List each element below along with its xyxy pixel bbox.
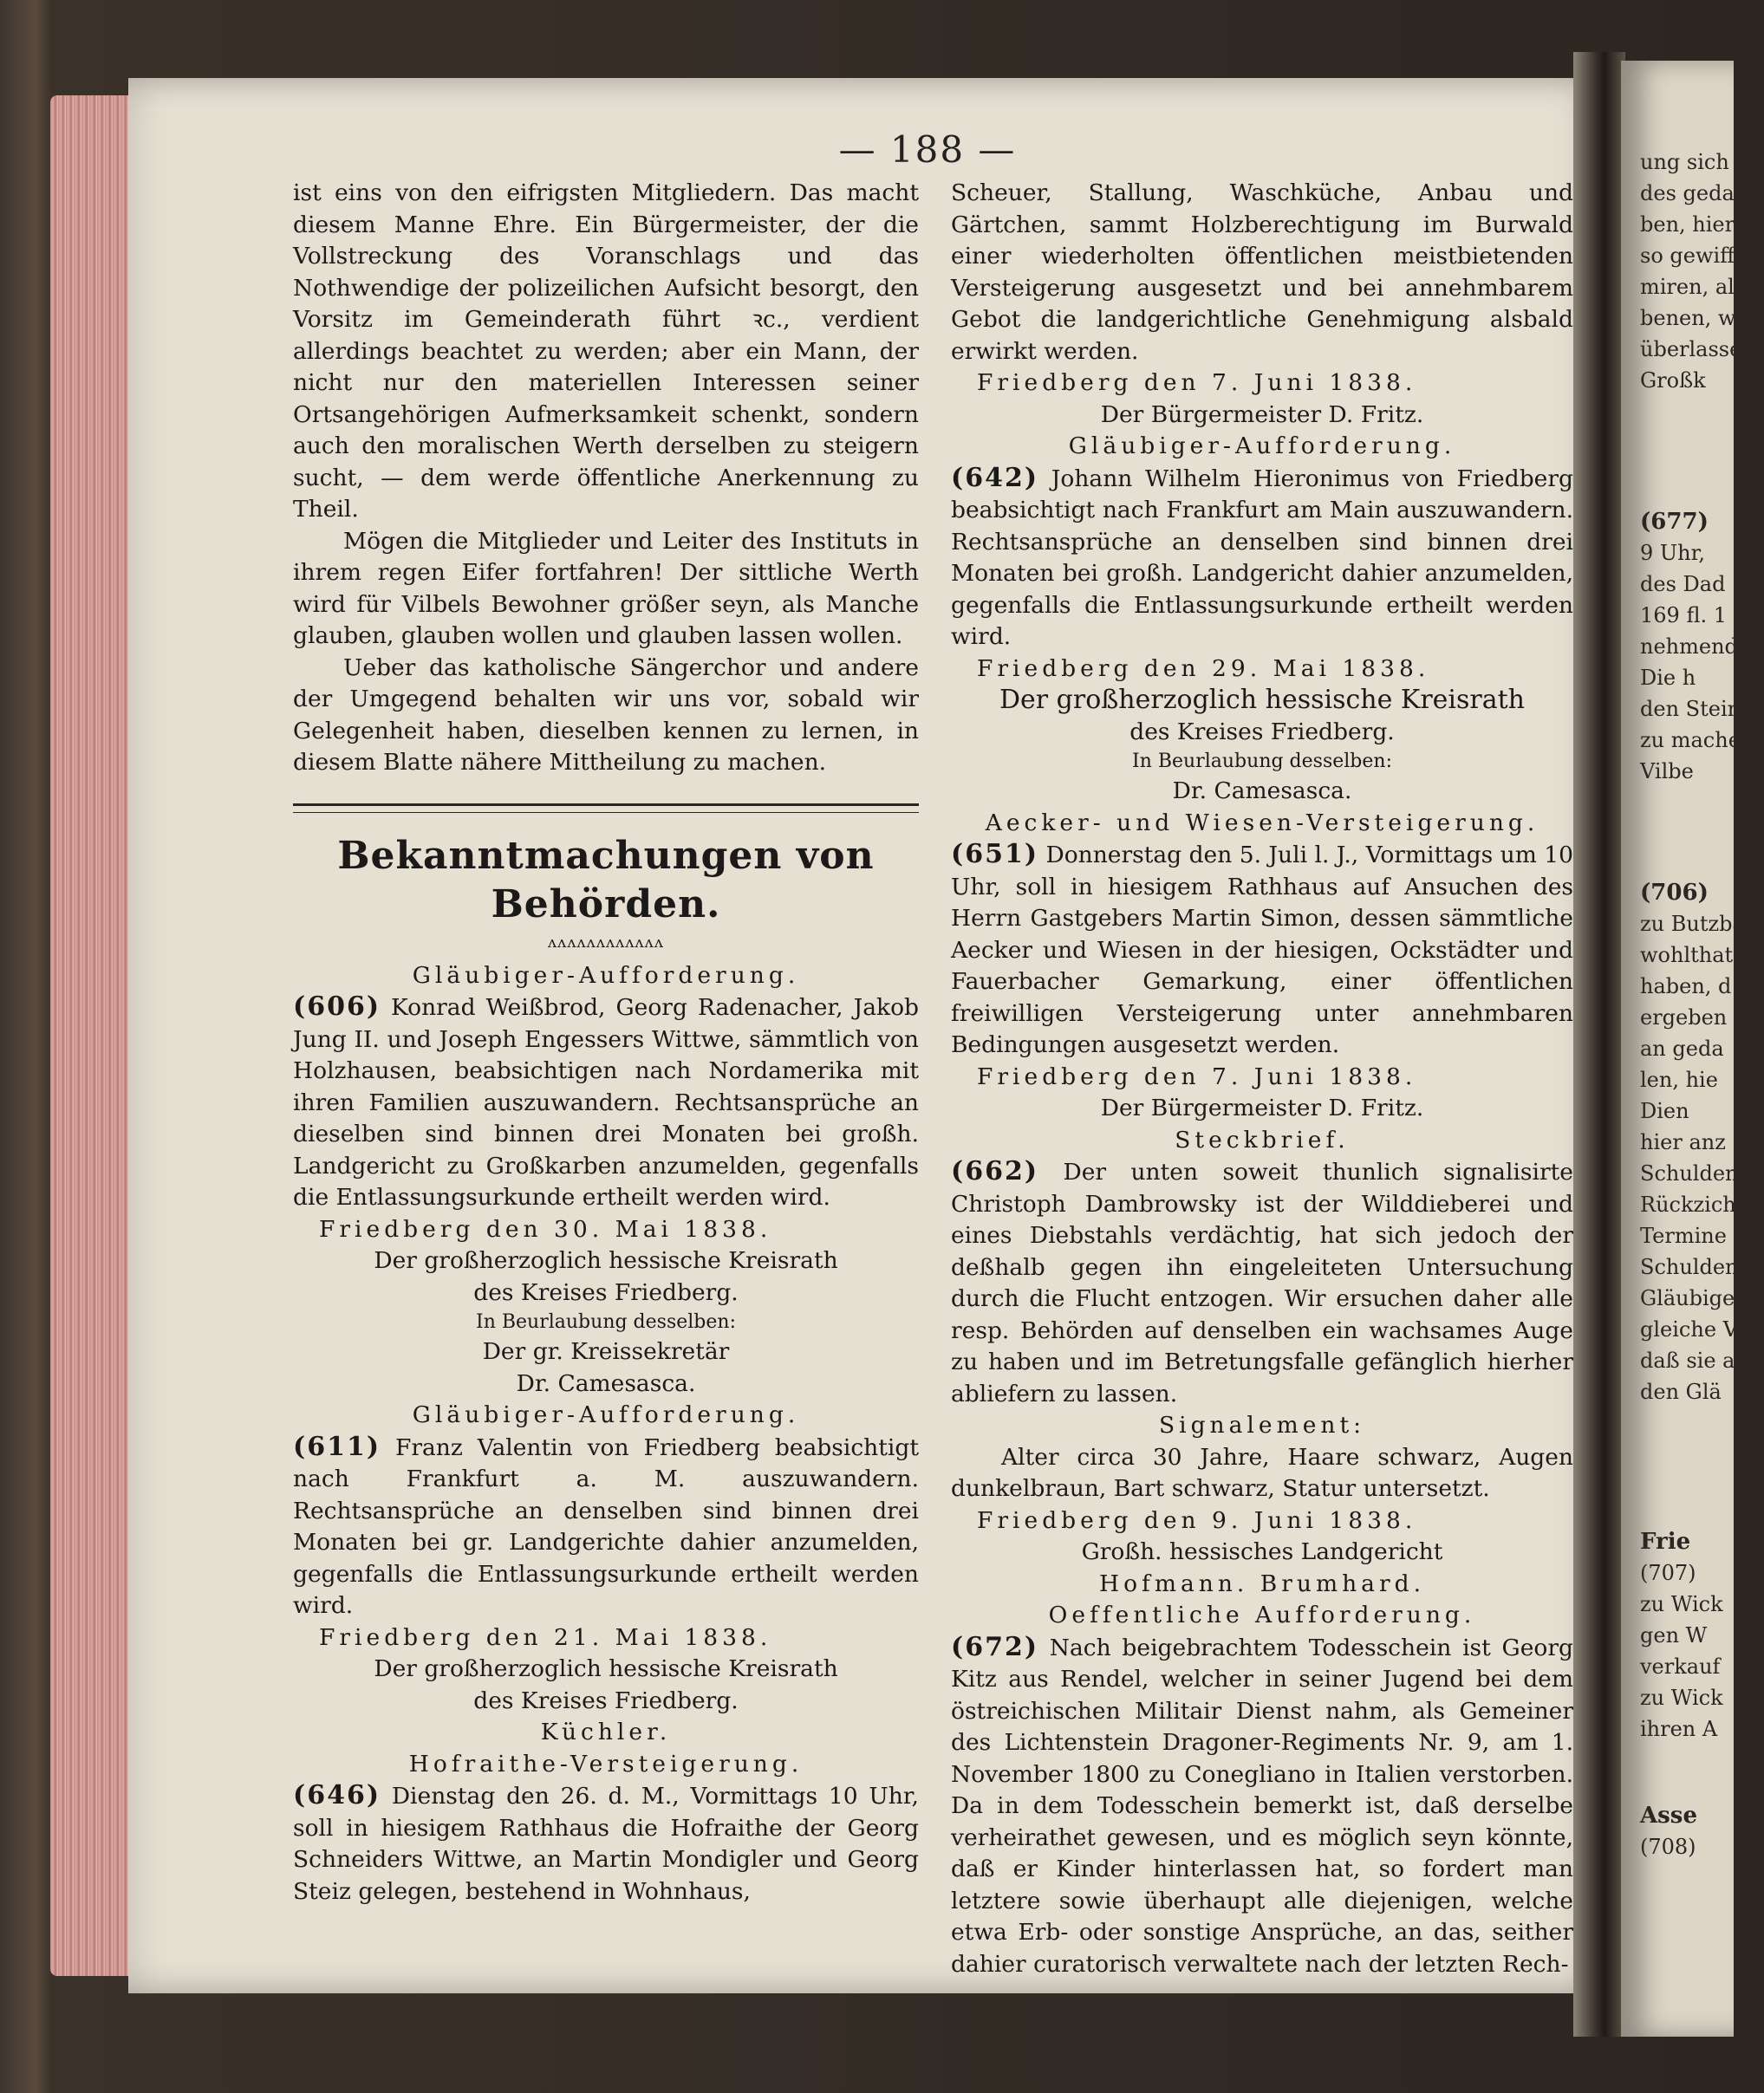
next-page-fragment: ergeben <box>1640 1005 1728 1030</box>
intro-paragraph: ist eins von den eifrigsten Mitgliedern. Das macht diesem Manne Ehre. Ein Bürgermeister, der die Vollstreckung des Voranschlags und das Nothwendige der polizeilichen Aufsicht besorgt, den Vorsitz im Gemeinderath führt ꝛc., verdient allerdings beachtet zu werden; aber ein Mann, der nicht nur den materiellen Interessen seiner Ortsangehörigen Aufmerksamkeit schenkt, sondern auch den moralischen Werth derselben zu steigern sucht, — dem werde öffentliche Anerkennung zu Theil. <box>293 179 919 523</box>
notice-signature: In Beurlaubung desselben: <box>476 1311 736 1333</box>
left-column <box>293 178 919 1908</box>
notice-place-date: Friedberg den 7. Juni 1838. <box>977 369 1417 396</box>
notice-text: Der unten soweit thunlich signalisirte Christoph Dambrowsky ist der Wilddieberei und eines Diebstahls verdächtig, hat sich jedoch der deßhalb gegen ihn eingeleiteten Untersuchung durch die Flucht entzogen. Wir ersuchen daher alle resp. Behörden auf denselben ein wachsames Auge zu haben und im Betretungsfalle gefänglich hierher abliefern zu lassen. <box>951 1159 1573 1407</box>
notice-body <box>951 839 1573 1062</box>
notice-body <box>951 1632 1573 1981</box>
book-gutter <box>1573 52 1625 2037</box>
notice-place-date: Friedberg den 7. Juni 1838. <box>977 1063 1417 1090</box>
next-page-fragment: zu machen <box>1640 728 1754 752</box>
next-page-fragment: ihren A <box>1640 1717 1718 1741</box>
notice-place-date: Friedberg den 29. Mai 1838. <box>977 654 1430 682</box>
notice-signature: Der großherzoglich hessische Kreisrath <box>374 1247 838 1274</box>
notice-body <box>293 1432 919 1622</box>
next-page-fragment: (677) <box>1640 509 1709 535</box>
notice-heading: Oeffentliche Aufforderung. <box>1048 1602 1476 1628</box>
next-page-fragment: Asse <box>1640 1803 1697 1829</box>
notice-signature: des Kreises Friedberg. <box>1129 718 1395 745</box>
next-page-fragment: gleiche V <box>1640 1317 1738 1342</box>
notice-body <box>951 1156 1573 1410</box>
next-page-fragment: Termine <box>1640 1224 1727 1248</box>
notice-heading: Gläubiger-Aufforderung. <box>412 961 800 989</box>
notice-signature: Küchler. <box>540 1719 672 1745</box>
notice-672 <box>951 1600 1573 1980</box>
notice-number: (606) <box>293 991 381 1022</box>
notice-text: Dienstag den 26. d. M., Vormittags 10 Uhr, soll in hiesigem Rathhaus die Hofraithe der Georg Schneiders Wittwe, an Martin Mondigler und Georg Steiz gelegen, bestehend in Wohnhaus, <box>293 1783 919 1905</box>
next-page-fragment: des gedach <box>1640 181 1760 205</box>
notice-signature: In Beurlaubung desselben: <box>1132 751 1392 772</box>
next-page-fragment: zu Wick <box>1640 1686 1723 1710</box>
next-page-fragment: ung sich <box>1640 150 1729 174</box>
next-page-fragment: Schulden <box>1640 1161 1739 1186</box>
notice-body <box>293 991 919 1214</box>
notice-number: (646) <box>293 1780 381 1810</box>
notice-heading: Gläubiger-Aufforderung. <box>412 1401 800 1428</box>
notice-642 <box>951 431 1573 808</box>
notice-signature: Der Bürgermeister D. Fritz. <box>1100 1095 1424 1121</box>
next-page-fragment: hier anz <box>1640 1130 1726 1154</box>
notice-text: Donnerstag den 5. Juli l. J., Vormittags um 10 Uhr, soll in hiesigem Rathhaus auf Ansuchen des Herrn Gastgebers Martin Simon, dessen sämmtliche Aecker und Wiesen in der hiesigen, Ockstädter und Fauerbacher Gemarkung, einer öffentlichen freiwilligen Versteigerung unter annehmbaren Bedingungen ausgesetzt werden. <box>951 842 1573 1058</box>
notice-signature: Dr. Camesasca. <box>516 1369 696 1397</box>
next-page-fragment: (708) <box>1640 1835 1696 1859</box>
notice-number: (611) <box>293 1431 381 1462</box>
notice-text: Nach beigebrachtem Todesschein ist Georg Kitz aus Rendel, welcher in seiner Jugend bei dem östreichischen Militair Dienst nahm, als Gemeiner des Lichtenstein Dragoner-Regiments Nr. 9, am 1. November 1800 zu Conegliano in Italien verstorben. Da in dem Todesschein bemerkt ist, daß derselbe verheirathet gewesen, und es möglich seyn könnte, daß er Kinder hinterlassen hat, so fordert man letztere sowie überhaupt alle diejenigen, welche etwa Erb- oder sonstige Ansprüche, an das, seither dahier curatorisch verwaltete nach der letzten Rech- <box>951 1634 1573 1978</box>
next-page-fragment: zu Wick <box>1640 1592 1723 1616</box>
notice-signature: des Kreises Friedberg. <box>473 1278 739 1306</box>
next-page-fragment: (706) <box>1640 880 1709 906</box>
notice-651 <box>951 808 1573 1125</box>
continued-text: Scheuer, Stallung, Waschküche, Anbau und Gärtchen, sammt Holzberechtigung im Burwald einer wiederholten öffentlichen meistbietenden Versteigerung ausgesetzt und bei annehmbarem Gebot die landgerichtliche Genehmigung alsbald erwirkt werden. <box>951 179 1573 365</box>
next-page-fragment: des Dad <box>1640 572 1726 596</box>
next-page-fragment: miren, al <box>1640 275 1735 299</box>
next-page-fragment: verkauf <box>1640 1654 1721 1679</box>
next-page-fragment: an geda <box>1640 1037 1724 1061</box>
notice-place-date: Friedberg den 9. Juni 1838. <box>977 1506 1417 1534</box>
signalement-heading: Signalement: <box>1158 1412 1366 1439</box>
intro-paragraph: Ueber das katholische Sängerchor und andere der Umgegend behalten wir uns vor, sobald wir Gelegenheit haben, dieselben kennen zu lernen, in diesem Blatte nähere Mittheilung zu machen. <box>293 653 919 776</box>
next-page-fragment: zu Butzba <box>1640 912 1745 936</box>
next-page-fragment: Die h <box>1640 666 1696 690</box>
next-page-fragment: daß sie al <box>1640 1349 1742 1373</box>
notice-heading: Hofraithe-Versteigerung. <box>408 1750 804 1778</box>
next-page-fragment: (707) <box>1640 1561 1696 1585</box>
notice-646 <box>293 1749 919 1908</box>
notice-number: (672) <box>951 1631 1039 1662</box>
notice-signature: Der großherzoglich hessische Kreisrath <box>374 1655 838 1682</box>
next-page-fragment: len, hie <box>1640 1068 1718 1092</box>
next-page-fragment: gen W <box>1640 1623 1708 1648</box>
notice-body <box>293 1780 919 1908</box>
notice-body <box>951 463 1573 653</box>
next-page-fragment: Vilbe <box>1640 759 1694 783</box>
next-page-fragment: 9 Uhr, <box>1640 541 1706 565</box>
next-page-fragment: nehmenden <box>1640 634 1764 659</box>
next-page-fragment: Schulden <box>1640 1255 1739 1279</box>
notice-place-date: Friedberg den 30. Mai 1838. <box>319 1215 772 1243</box>
next-page-fragment: überlassen <box>1640 337 1755 361</box>
notice-heading: Aecker- und Wiesen-Versteigerung. <box>985 809 1539 836</box>
notice-text: Johann Wilhelm Hieronimus von Friedberg beabsichtigt nach Frankfurt am Main auszuwandern. Rechtsansprüche an denselben sind binnen drei Monaten bei großh. Landgericht dahier anzumelden, gegenfalls die Entlassungsurkunde ertheilt werden wird. <box>951 465 1573 650</box>
notice-text: Franz Valentin von Friedberg beabsichtigt nach Frankfurt a. M. auszuwandern. Rechtsansprüche an denselben sind binnen drei Monaten bei gr. Landgerichte dahier anzumelden, gegenfalls die Entlassungsurkunde ertheilt werden wird. <box>293 1433 919 1619</box>
notice-heading: Gläubiger-Aufforderung. <box>1068 432 1456 459</box>
next-page-fragment: wohlthat <box>1640 943 1734 967</box>
right-column <box>951 178 1573 1980</box>
notice-signature: Der großherzoglich hessische Kreisrath <box>999 685 1526 715</box>
notice-signature: Hofmann. Brumhard. <box>1098 1570 1426 1597</box>
next-page-fragment: haben, d <box>1640 974 1732 998</box>
notice-662 <box>951 1125 1573 1601</box>
section-title: Bekanntmachungen von Behörden. <box>337 833 875 926</box>
next-page-fragment: so gewiffe <box>1640 244 1748 268</box>
notice-signature: Großh. hessisches Landgericht <box>1081 1538 1443 1565</box>
notice-number: (662) <box>951 1156 1039 1186</box>
notice-signature: Dr. Camesasca. <box>1172 777 1352 804</box>
next-page-fragment: benen, w <box>1640 306 1736 330</box>
double-rule <box>293 803 919 813</box>
next-page-fragment: Rückzicht <box>1640 1193 1745 1217</box>
page-number: — 188 — <box>838 128 1017 171</box>
next-page-fragment: den Glä <box>1640 1380 1722 1404</box>
ornament: ᴧᴧᴧᴧᴧᴧᴧᴧᴧᴧᴧᴧ <box>547 933 665 952</box>
next-page-fragment: ben, hierm <box>1640 212 1754 237</box>
notice-signature: Der Bürgermeister D. Fritz. <box>1100 400 1424 428</box>
notice-signature: Der gr. Kreissekretär <box>482 1338 730 1365</box>
notice-place-date: Friedberg den 21. Mai 1838. <box>319 1623 772 1651</box>
next-page-fragment: Gläubige <box>1640 1286 1735 1310</box>
notice-number: (642) <box>951 462 1039 493</box>
notice-heading: Steckbrief. <box>1175 1126 1350 1154</box>
next-page-fragment: Großk <box>1640 368 1706 393</box>
next-page-fragment: Dien <box>1640 1099 1689 1123</box>
next-page-fragment: Frie <box>1640 1529 1691 1555</box>
notice-611 <box>293 1400 919 1749</box>
intro-paragraph: Mögen die Mitglieder und Leiter des Instituts in ihrem regen Eifer fortfahren! Der sittliche Werth wird für Vilbels Bewohner größer seyn, als Manche glauben, glauben wollen und glauben lassen wollen. <box>293 527 919 649</box>
notice-signature: des Kreises Friedberg. <box>473 1687 739 1714</box>
next-page-fragment: den Stein <box>1640 697 1741 721</box>
notice-606 <box>293 960 919 1401</box>
next-page-fragment: 169 fl. 1 <box>1640 603 1727 627</box>
notice-number: (651) <box>951 839 1039 869</box>
signalement-text: Alter circa 30 Jahre, Haare schwarz, Augen dunkelbraun, Bart schwarz, Statur untersetzt. <box>951 1443 1573 1502</box>
notice-text: Konrad Weißbrod, Georg Radenacher, Jakob Jung II. und Joseph Engessers Wittwe, sämmtlich von Holzhausen, beabsichtigen nach Nordamerika mit ihren Familien auszuwandern. Rechtsansprüche an dieselben sind binnen drei Monaten bei großh. Landgericht zu Großkarben anzumelden, gegenfalls die Entlassungsurkunde ertheilt werden wird. <box>293 994 919 1211</box>
